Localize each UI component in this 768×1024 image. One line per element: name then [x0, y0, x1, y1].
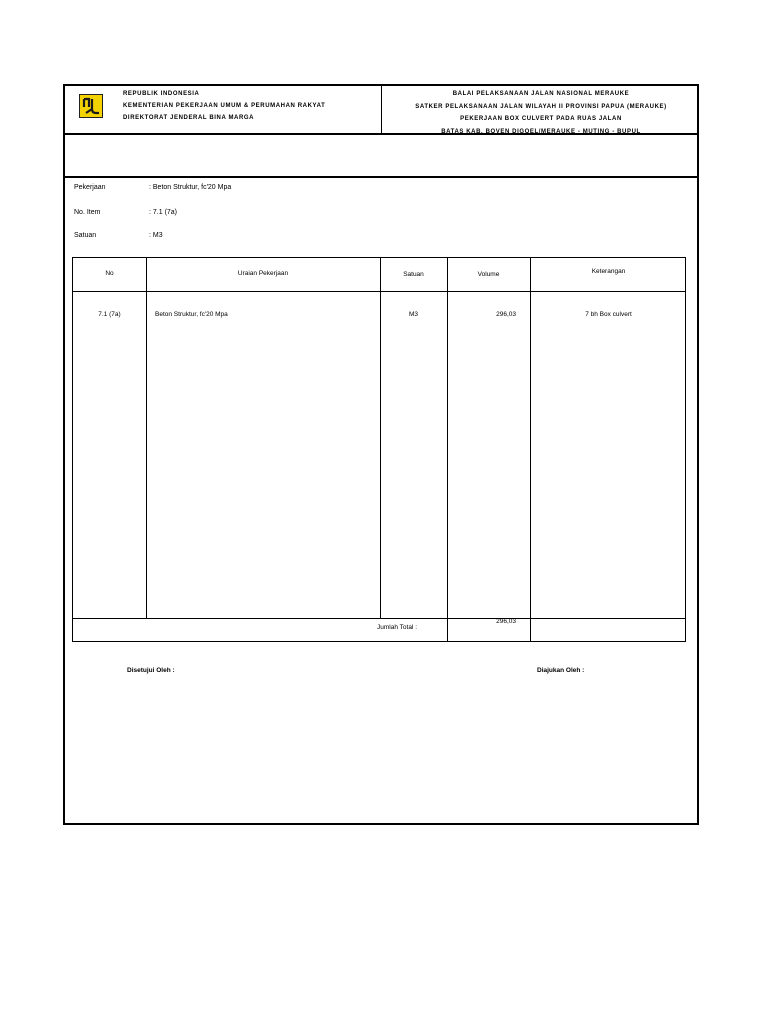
item-value: : 7.1 (7a) [149, 209, 178, 216]
pekerjaan-value: : Beton Struktur, fc'20 Mpa [149, 184, 232, 191]
header-right-line-3: PEKERJAAN BOX CULVERT PADA RUAS JALAN [460, 116, 622, 122]
header-row-line [73, 291, 685, 292]
approved-by-label: Disetujui Oleh : [127, 667, 175, 674]
header-right-line-1: BALAI PELAKSANAAN JALAN NASIONAL MERAUKE [452, 91, 630, 97]
total-value: 296,03 [496, 618, 516, 625]
total-row-line [73, 618, 685, 619]
item-label: No. Item [74, 209, 101, 216]
satuan-value: : M3 [149, 232, 163, 239]
satuan-label: Satuan [74, 232, 97, 239]
header-right-line-4: BATAS KAB. BOVEN DIGOEL/MERAUKE - MUTING - BUPUL [441, 128, 641, 135]
submitted-by-label: Diajukan Oleh : [537, 667, 585, 674]
header-right [383, 88, 699, 138]
row-uraian: Beton Struktur, fc'20 Mpa [155, 311, 228, 318]
col-header-satuan: Satuan [403, 271, 424, 278]
header-left-line-1: REPUBLIK INDONESIA [123, 91, 200, 97]
col-header-uraian: Uraian Pekerjaan [237, 270, 289, 277]
title-separator [65, 176, 697, 178]
pekerjaan-label: Pekerjaan [74, 184, 106, 191]
col-header-no: No [105, 270, 114, 277]
col-divider-1 [146, 258, 147, 618]
pu-logo-icon [79, 94, 103, 118]
row-satuan: M3 [408, 311, 419, 318]
header-left [123, 88, 325, 124]
header-left-line-3: DIREKTORAT JENDERAL BINA MARGA [123, 115, 255, 121]
header-separator [65, 133, 697, 135]
total-label: Jumlah Total : [377, 624, 417, 631]
quantity-table [72, 257, 686, 642]
document-frame [63, 84, 699, 825]
header-divider [381, 86, 382, 133]
col-header-volume: Volume [477, 271, 500, 278]
header-left-line-2: KEMENTERIAN PEKERJAAN UMUM & PERUMAHAN RAKYAT [123, 103, 326, 109]
row-no: 7.1 (7a) [98, 311, 121, 318]
row-keterangan: 7 bh Box culvert [585, 311, 632, 318]
row-volume: 296,03 [496, 311, 516, 318]
col-header-keterangan: Keterangan [591, 268, 626, 275]
header-right-line-2: SATKER PELAKSANAAN JALAN WILAYAH II PROVINSI PAPUA (MERAUKE) [415, 103, 667, 110]
